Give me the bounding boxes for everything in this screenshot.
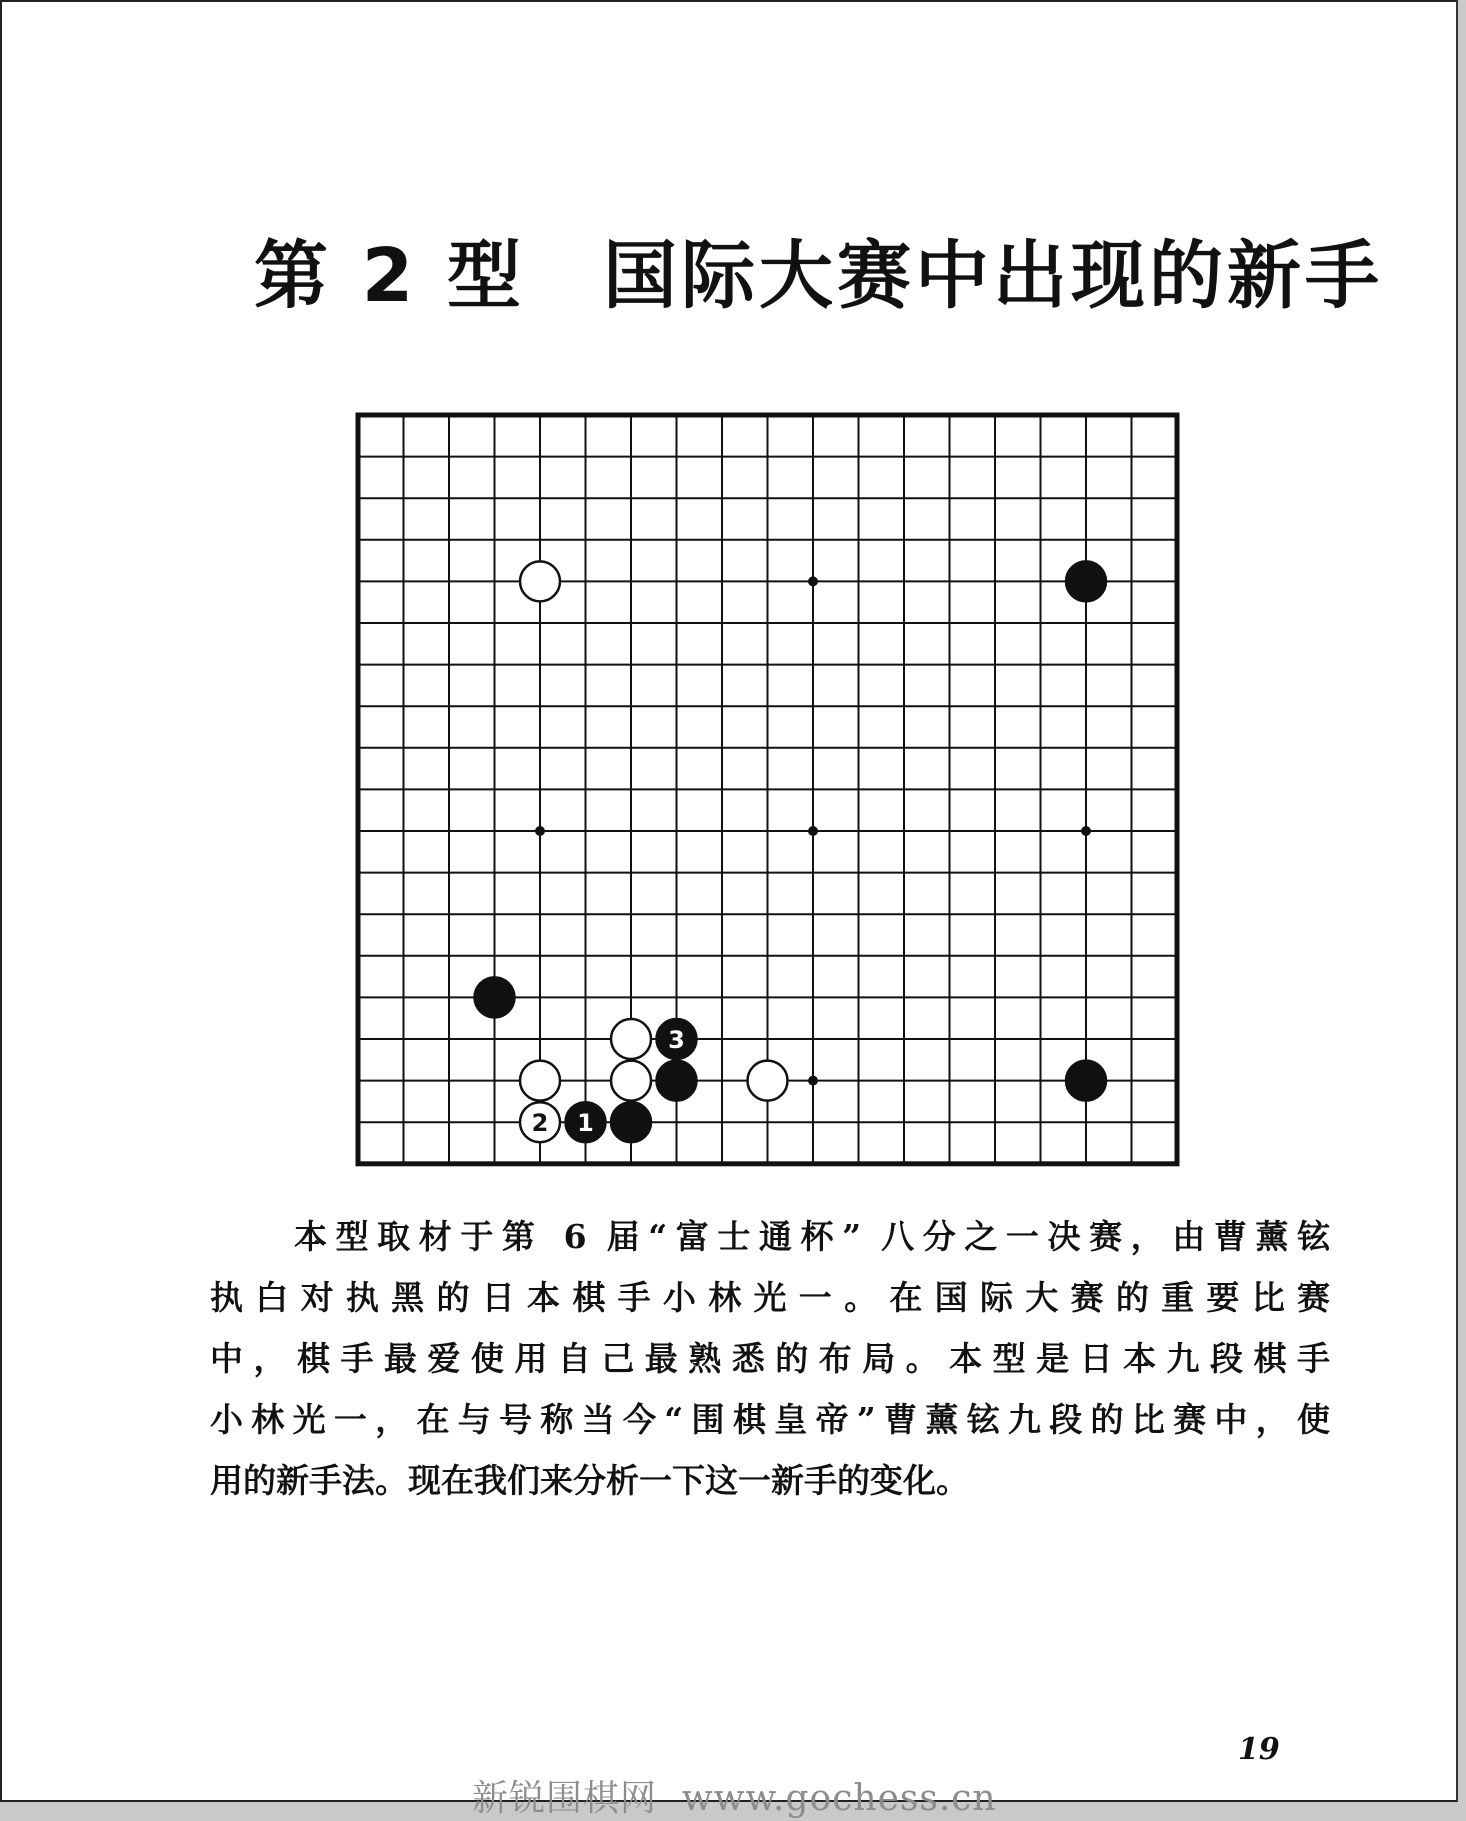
star-point: [808, 576, 818, 586]
body-line: 小林光一，在与号称当今“围棋皇帝”曹薰铉九段的比赛中，使: [210, 1400, 1330, 1439]
black-stone: [611, 1102, 651, 1142]
white-stone: [520, 1061, 560, 1101]
page-number: 19: [1238, 1732, 1280, 1767]
white-stone: [748, 1061, 788, 1101]
star-point: [1081, 826, 1091, 836]
body-line: 用的新手法。现在我们来分析一下这一新手的变化。: [210, 1461, 969, 1500]
star-point: [535, 826, 545, 836]
go-board-svg: [350, 407, 1180, 1167]
white-stone: [520, 561, 560, 601]
move-number-label: 1: [577, 1109, 594, 1138]
body-paragraph: [210, 1206, 1330, 1511]
star-point: [808, 826, 818, 836]
body-line: 本型取材于第 6 届“富士通杯” 八分之一决赛，由曹薰铉: [294, 1217, 1330, 1256]
black-stone: [1066, 561, 1106, 601]
black-stone: [475, 977, 515, 1017]
move-number-label: 2: [531, 1109, 549, 1138]
body-line: 中，棋手最爱使用自己最熟悉的布局。本型是日本九段棋手: [210, 1339, 1330, 1378]
page-title: 第 2 型 国际大赛中出现的新手: [254, 233, 1384, 319]
white-stone: [611, 1061, 651, 1101]
star-point: [808, 1076, 818, 1086]
go-board-diagram: [350, 407, 1180, 1167]
body-line: 执白对执黑的日本棋手小林光一。在国际大赛的重要比赛: [210, 1278, 1330, 1317]
move-number-label: 3: [668, 1026, 685, 1054]
white-stone: [611, 1019, 651, 1059]
black-stone: [1066, 1061, 1106, 1101]
watermark: 新锐围棋网 www.gochess.cn: [472, 1778, 997, 1819]
black-stone: [657, 1061, 697, 1101]
